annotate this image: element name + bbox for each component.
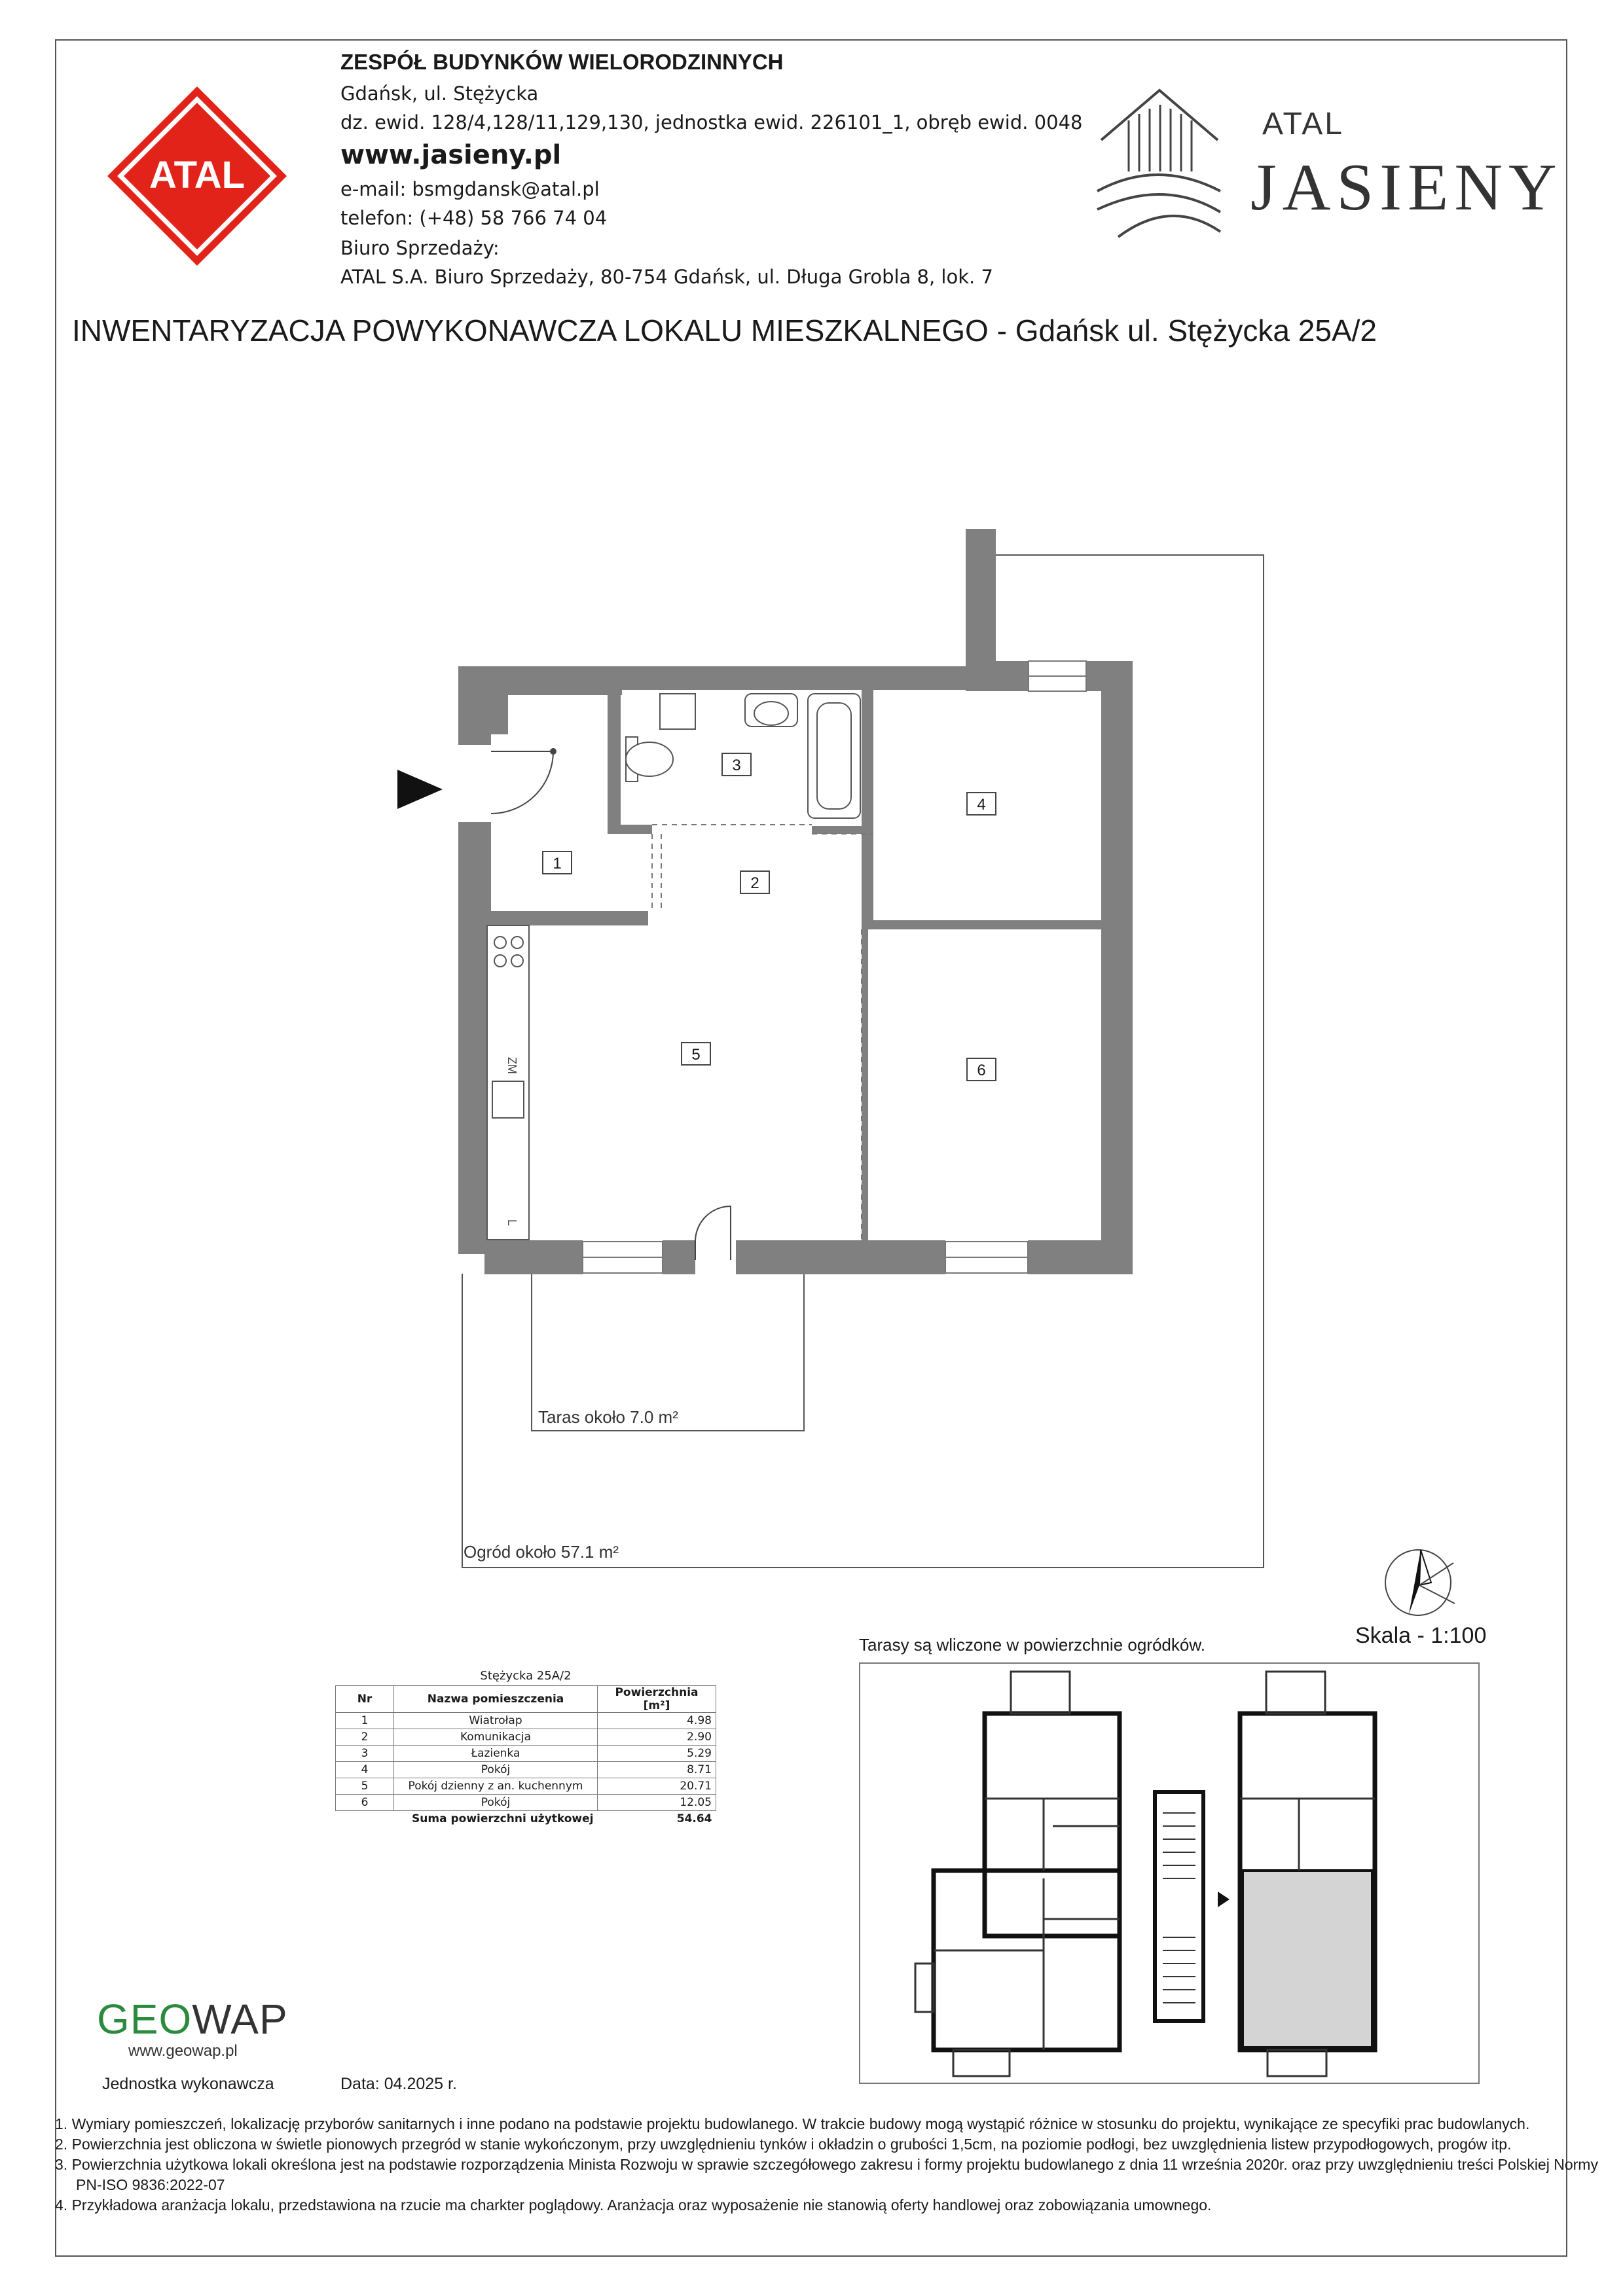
- table-row: [336, 1713, 716, 1729]
- parcel-line: dz. ewid. 128/4,128/11,129,130, jednostka ewid. 226101_1, obręb ewid. 0048: [340, 111, 1083, 134]
- location-line: Gdańsk, ul. Stężycka: [340, 82, 539, 105]
- row-name: Komunikacja: [394, 1729, 598, 1746]
- note-text: Wymiary pomieszczeń, lokalizację przyborów sanitarnych i inne podano na podstawie projektu budowlanego. W trakcie budowy mogą wystąpić różnice w stosunku do projektu, wynikające ze specyfiki prac budowlanych.: [71, 2115, 1530, 2132]
- brand-small: ATAL: [1262, 107, 1344, 141]
- note-item: [55, 2195, 1623, 2215]
- brand-large: JASIENY: [1250, 151, 1563, 224]
- room-label-6: 6: [966, 1058, 996, 1081]
- header-name: Nazwa pomieszczenia: [394, 1686, 598, 1713]
- row-name: Pokój: [394, 1795, 598, 1811]
- table-row: [336, 1778, 716, 1795]
- building-key-plan: [859, 1662, 1481, 2088]
- company-line: ZESPÓŁ BUDYNKÓW WIELORODZINNYCH: [340, 50, 784, 74]
- key-plan-arrow-icon: [1218, 1892, 1230, 1907]
- note-number: 2.: [55, 2136, 68, 2153]
- terrace-note: Taras około 7.0 m²: [538, 1407, 678, 1427]
- header-nr: Nr: [336, 1686, 394, 1713]
- row-name: Łazienka: [394, 1746, 598, 1762]
- logo-text: ATAL: [149, 154, 246, 196]
- walls: [458, 529, 1133, 1274]
- room-label-2: 2: [740, 870, 770, 894]
- note-text: Powierzchnia jest obliczona w świetle pionowych przegród w stanie wykończonym, przy uwzględnieniu tynków i okładzin o grubości 1,5cm, na poziomie podłogi, bez uwzględnienia listew przypodłogowych, progów itp.: [71, 2136, 1512, 2153]
- room-label-5: 5: [681, 1042, 711, 1066]
- sales-office-label: Biuro Sprzedaży:: [340, 237, 500, 259]
- row-nr: 1: [336, 1713, 394, 1729]
- door-knob-icon: [550, 748, 556, 755]
- row-nr: 2: [336, 1729, 394, 1746]
- unit-label: Jednostka wykonawcza: [102, 2075, 274, 2093]
- row-area: 8.71: [598, 1762, 716, 1778]
- note-item: [55, 2134, 1623, 2155]
- rooms-table: [335, 1666, 716, 1827]
- phone-line: telefon: (+48) 58 766 74 04: [340, 207, 608, 229]
- entrance-door: [491, 751, 553, 814]
- room-label-1: 1: [542, 851, 572, 874]
- row-area: 12.05: [598, 1795, 716, 1811]
- geowap-logo-wap: WAP: [192, 1996, 288, 2043]
- notes-list: [55, 2114, 1623, 2215]
- geowap-logo: [97, 1995, 288, 2043]
- kitchen-l-mark: L: [505, 1219, 519, 1227]
- row-area: 5.29: [598, 1746, 716, 1762]
- note-text: Powierzchnia użytkowa lokali określona jest na podstawie rozporządzenia Minista Rozwoju w sprawie szczegółowego zakresu i formy projektu budowlanego z dnia 11 września 2020r. oraz przy uwzględnieniu treści Polskiej Normy PN-ISO 9836:2022-07: [71, 2156, 1598, 2193]
- sum-row: [336, 1811, 716, 1827]
- date-label: Data: 04.2025 r.: [340, 2075, 457, 2093]
- row-nr: 5: [336, 1778, 394, 1795]
- row-area: 20.71: [598, 1778, 716, 1795]
- row-name: Pokój: [394, 1762, 598, 1778]
- note-item: [55, 2114, 1623, 2134]
- kitchen-counter: [487, 925, 529, 1240]
- header-area: Powierzchnia [m²]: [598, 1686, 716, 1713]
- kitchen-zm-mark: ZM: [505, 1057, 519, 1074]
- note-item: [55, 2155, 1623, 2195]
- row-name: Wiatrołap: [394, 1713, 598, 1729]
- geowap-url[interactable]: www.geowap.pl: [128, 2042, 238, 2060]
- north-arrow-icon: [1375, 1546, 1464, 1618]
- table-caption: Stężycka 25A/2: [336, 1666, 716, 1686]
- row-nr: 6: [336, 1795, 394, 1811]
- website-link[interactable]: www.jasieny.pl: [340, 140, 562, 170]
- room-label-4: 4: [966, 792, 996, 816]
- table-row: [336, 1746, 716, 1762]
- mini-caption: Tarasy są wliczone w powierzchnie ogródków.: [859, 1635, 1205, 1655]
- row-name: Pokój dzienny z an. kuchennym: [394, 1778, 598, 1795]
- sales-office-address: ATAL S.A. Biuro Sprzedaży, 80-754 Gdańsk, ul. Długa Grobla 8, lok. 7: [340, 266, 993, 288]
- note-text: Przykładowa aranżacja lokalu, przedstawiona na rzucie ma charkter poglądowy. Aranżacja oraz wyposażenie nie stanowią oferty handlowej oraz zobowiązania umownego.: [71, 2197, 1212, 2214]
- sum-label: Suma powierzchni użytkowej: [394, 1811, 598, 1827]
- table-row: [336, 1795, 716, 1811]
- garden-note: Ogród około 57.1 m²: [464, 1542, 619, 1562]
- note-number: 1.: [55, 2115, 68, 2132]
- page-title: INWENTARYZACJA POWYKONAWCZA LOKALU MIESZKALNEGO - Gdańsk ul. Stężycka 25A/2: [72, 314, 1377, 348]
- row-area: 2.90: [598, 1729, 716, 1746]
- sum-value: 54.64: [598, 1811, 716, 1827]
- scale-label: Skala - 1:100: [1355, 1623, 1487, 1648]
- entrance-arrow-icon: [397, 770, 443, 809]
- email-line[interactable]: e-mail: bsmgdansk@atal.pl: [340, 178, 600, 200]
- terrace-door: [695, 1206, 731, 1260]
- room-label-3: 3: [721, 753, 752, 776]
- table-row: [336, 1729, 716, 1746]
- geowap-logo-geo: GEO: [97, 1996, 192, 2043]
- note-number: 4.: [55, 2197, 68, 2214]
- row-nr: 4: [336, 1762, 394, 1778]
- table-row: [336, 1762, 716, 1778]
- note-number: 3.: [55, 2156, 68, 2173]
- row-area: 4.98: [598, 1713, 716, 1729]
- row-nr: 3: [336, 1746, 394, 1762]
